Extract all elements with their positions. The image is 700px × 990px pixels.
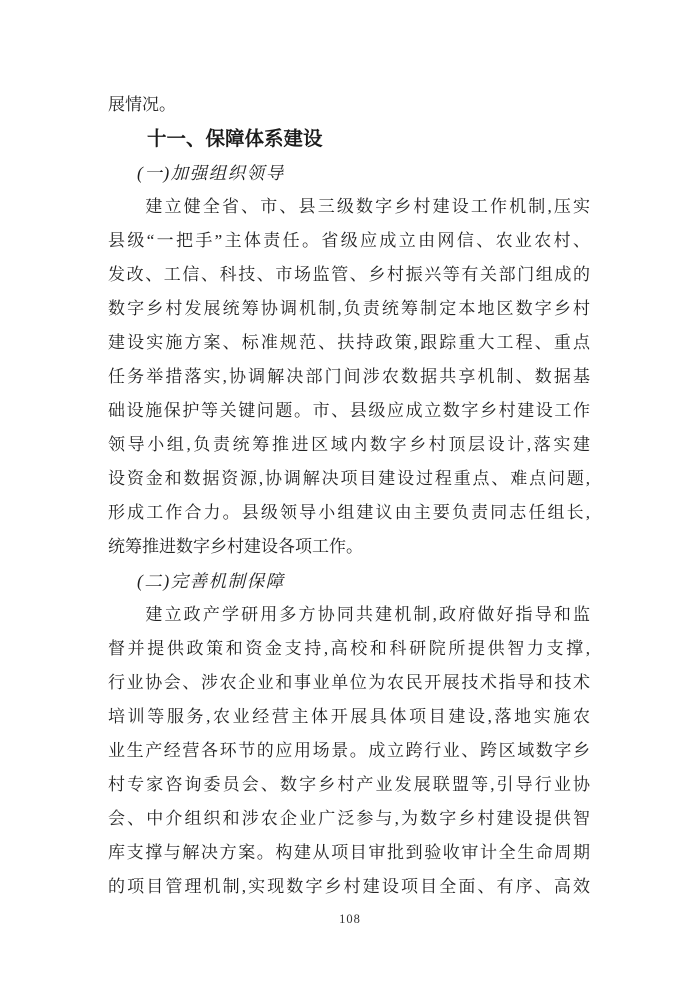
text-line: 库支撑与解决方案。构建从项目审批到验收审计全生命周期 — [108, 843, 590, 862]
text-line: 行业协会、涉农企业和事业单位为农民开展技术指导和技术 — [108, 673, 590, 692]
text-line: 建立政产学研用多方协同共建机制,政府做好指导和监 — [145, 605, 590, 624]
paragraph-continuation-line: 展情况。 — [108, 95, 176, 114]
text-line: 建设实施方案、标准规范、扶持政策,跟踪重大工程、重点 — [108, 333, 590, 352]
text-line: 村专家咨询委员会、数字乡村产业发展联盟等,引导行业协 — [108, 775, 590, 794]
text-line: 发改、工信、科技、市场监管、乡村振兴等有关部门组成的 — [108, 265, 590, 284]
text-line: 会、中介组织和涉农企业广泛参与,为数字乡村建设提供智 — [108, 809, 590, 828]
text-line: 形成工作合力。县级领导小组建议由主要负责同志任组长, — [108, 503, 590, 522]
text-line: 督并提供政策和资金支持,高校和科研院所提供智力支撑, — [108, 639, 590, 658]
text-line: 培训等服务,农业经营主体开展具体项目建设,落地实施农 — [108, 707, 590, 726]
text-line: 础设施保护等关键问题。市、县级应成立数字乡村建设工作 — [108, 401, 590, 420]
text-line: 县级“一把手”主体责任。省级应成立由网信、农业农村、 — [108, 231, 590, 250]
text-block — [108, 88, 590, 904]
subsection-heading-1: (一)加强组织领导 — [137, 163, 285, 183]
text-line: 的项目管理机制,实现数字乡村建设项目全面、有序、高效 — [108, 877, 590, 896]
text-line: 业生产经营各环节的应用场景。成立跨行业、跨区域数字乡 — [108, 741, 590, 760]
section-heading: 十一、保障体系建设 — [147, 128, 323, 150]
page-number: 108 — [339, 912, 361, 926]
text-line: 数字乡村发展统筹协调机制,负责统筹制定本地区数字乡村 — [108, 299, 590, 318]
text-line: 领导小组,负责统筹推进区域内数字乡村顶层设计,落实建 — [108, 435, 590, 454]
subsection-heading-2: (二)完善机制保障 — [137, 571, 285, 591]
text-line: 建立健全省、市、县三级数字乡村建设工作机制,压实 — [145, 197, 590, 216]
text-line: 设资金和数据资源,协调解决项目建设过程重点、难点问题, — [108, 469, 590, 488]
text-line: 任务举措落实,协调解决部门间涉农数据共享机制、数据基 — [108, 367, 590, 386]
text-line: 统筹推进数字乡村建设各项工作。 — [108, 537, 363, 556]
